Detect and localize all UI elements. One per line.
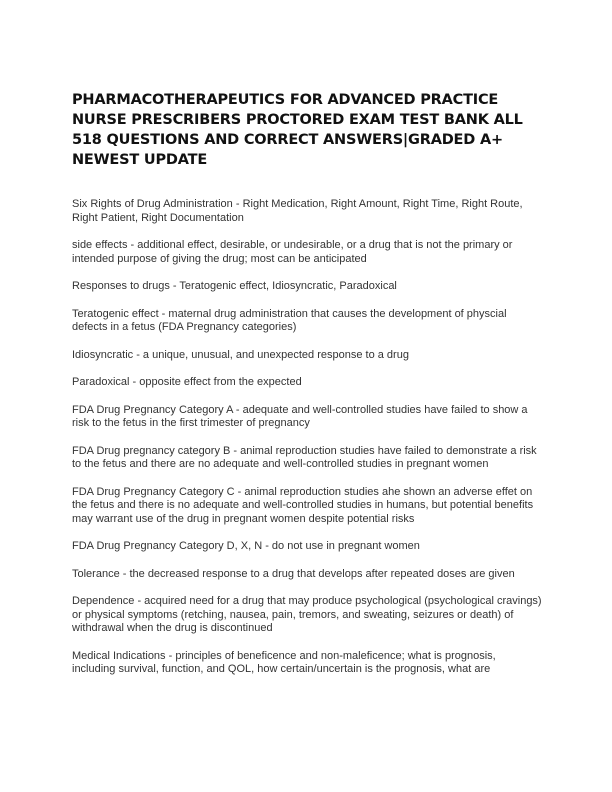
entry-dependence: Dependence - acquired need for a drug that may produce psychological (psychological cravings) or physical symptoms (retching, nausea, pain, tremors, and sweating, seizures or death) of withdrawal when the drug is discontinued xyxy=(72,595,542,634)
entry-idiosyncratic: Idiosyncratic - a unique, unusual, and unexpected response to a drug xyxy=(72,348,409,361)
entry-responses-to-drugs: Responses to drugs - Teratogenic effect, Idiosyncratic, Paradoxical xyxy=(72,280,397,292)
entry-side-effects: side effects - additional effect, desirable, or undesirable, or a drug that is not the primary or intended purpose of giving the drug; most can be anticipated xyxy=(72,239,513,265)
entry-tolerance: Tolerance - the decreased response to a drug that develops after repeated doses are given xyxy=(72,567,515,580)
entry-category-d-x-n: FDA Drug Pregnancy Category D, X, N - do not use in pregnant women xyxy=(72,540,420,552)
entry-category-a: FDA Drug Pregnancy Category A - adequate and well-controlled studies have failed to show a risk to the fetus in the first trimester of pregnancy xyxy=(72,403,528,429)
entry-medical-indications: Medical Indications - principles of beneficence and non-maleficence; what is prognosis, including survival, function, and QOL, how certain/uncertain is the prognosis, what are xyxy=(72,649,496,675)
entry-six-rights: Six Rights of Drug Administration - Right Medication, Right Amount, Right Time, Right Route, Right Patient, Right Documentation xyxy=(72,198,523,224)
entry-category-b: FDA Drug pregnancy category B - animal reproduction studies have failed to demonstrate a risk to the fetus and there are no adequate and well-controlled studies in pregnant women xyxy=(72,444,537,470)
entry-paradoxical: Paradoxical - opposite effect from the expected xyxy=(72,376,302,388)
document-title: PHARMACOTHERAPEUTICS FOR ADVANCED PRACTICE NURSE PRESCRIBERS PROCTORED EXAM TEST BANK ALL 518 QUESTIONS AND CORRECT ANSWERS|GRADED A+ NEWEST UPDATE xyxy=(72,92,523,168)
document-body xyxy=(72,198,542,691)
entry-teratogenic-effect: Teratogenic effect - maternal drug administration that causes the development of physcial defects in a fetus (FDA Pregnancy categories) xyxy=(72,307,507,333)
entry-category-c: FDA Drug Pregnancy Category C - animal reproduction studies ahe shown an adverse effet on the fetus and there is no adequate and well-controlled studies in humans, but potential benefits may warrant use of the drug in pregnant women despite potential risks xyxy=(72,485,534,525)
